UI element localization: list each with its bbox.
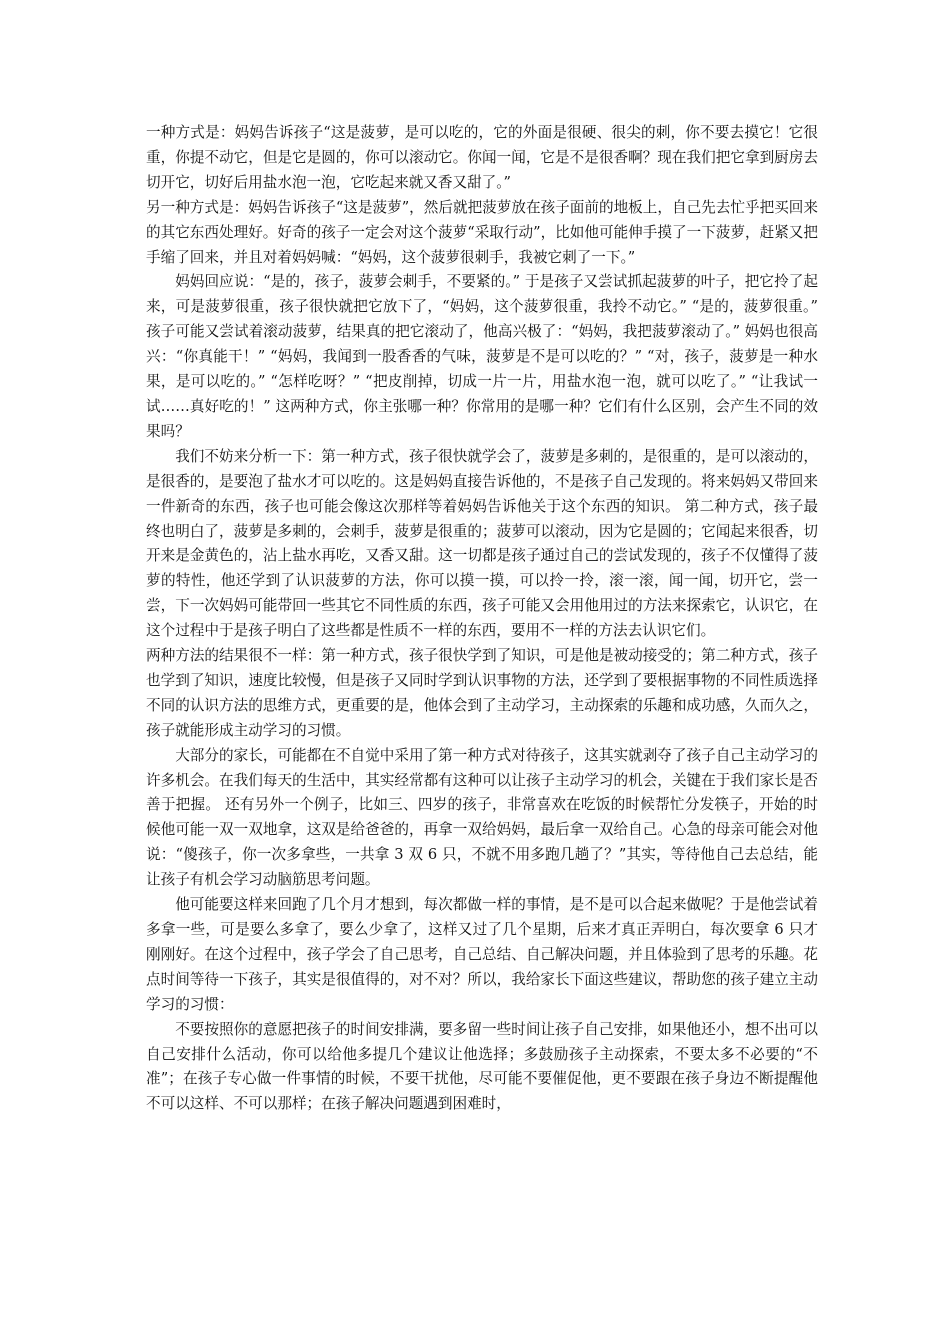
paragraph-method-two: 另一种方式是：妈妈告诉孩子“这是菠萝”，然后就把菠萝放在孩子面前的地板上，自己先去忙乎把买回来的其它东西处理好。好奇的孩子一定会对这个菠萝“采取行动”，比如他可能伸手摸了一下菠萝，赶紧又把手缩了回来，并且对着妈妈喊：“妈妈，这个菠萝很刺手，我被它刺了一下。” <box>146 198 818 266</box>
paragraph-advice: 不要按照你的意愿把孩子的时间安排满，要多留一些时间让孩子自己安排，如果他还小，想不出可以自己安排什么活动，你可以给他多提几个建议让他选择；多鼓励孩子主动探索，不要太多不必要的“不准”；在孩子专心做一件事情的时候，不要干扰他，尽可能不要催促他，更不要跟在孩子身边不断提醒他不可以这样、不可以那样；在孩子解决问题遇到困难时， <box>146 1020 818 1113</box>
paragraph-result-comparison: 两种方法的结果很不一样：第一种方式，孩子很快学到了知识，可是他是被动接受的；第二种方式，孩子也学到了知识，速度比较慢，但是孩子又同时学到认识事物的方法，还学到了要根据事物的不同性质选择不同的认识方法的思维方式，更重要的是，他体会到了主动学习，主动探索的乐趣和成功感，久而久之，孩子就能形成主动学习的习惯。 <box>146 647 818 739</box>
paragraph-self-learning: 他可能要这样来回跑了几个月才想到，每次都做一样的事情，是不是可以合起来做呢？于是他尝试着多拿一些，可是要么多拿了，要么少拿了，这样又过了几个星期，后来才真正弄明白，每次要拿 6 只才刚刚好。在这个过程中，孩子学会了自己思考，自己总结、自己解决问题，并且体验到了思考的乐趣。花点时间等待一下孩子，其实是很值得的，对不对？所以，我给家长下面这些建议，帮助您的孩子建立主动学习的习惯： <box>146 896 818 1013</box>
paragraph-mother-response: 妈妈回应说：“是的，孩子，菠萝会刺手，不要紧的。” 于是孩子又尝试抓起菠萝的叶子，把它拎了起来，可是菠萝很重，孩子很快就把它放下了，“妈妈，这个菠萝很重，我拎不动它。” “是的，菠萝很重。” 孩子可能又尝试着滚动菠萝，结果真的把它滚动了，他高兴极了：“妈妈，我把菠萝滚动了。” 妈妈也很高兴：“你真能干！” “妈妈，我闻到一股香香的气味，菠萝是不是可以吃的？” “对，孩子，菠萝是一种水果，是可以吃的。” “怎样吃呀？” “把皮削掉，切成一片一片，用盐水泡一泡，就可以吃了。” “让我试一试……真好吃的！” 这两种方式，你主张哪一种？你常用的是哪一种？它们有什么区别，会产生不同的效果吗？ <box>146 273 818 440</box>
document-body <box>146 121 818 1117</box>
paragraph-chopsticks-example: 大部分的家长，可能都在不自觉中采用了第一种方式对待孩子，这其实就剥夺了孩子自己主动学习的许多机会。在我们每天的生活中，其实经常都有这种可以让孩子主动学习的机会，关键在于我们家长是否善于把握。 还有另外一个例子，比如三、四岁的孩子，非常喜欢在吃饭的时候帮忙分发筷子，开始的时候他可能一双一双地拿，这双是给爸爸的，再拿一双给妈妈，最后拿一双给自己。心急的母亲可能会对他说：“傻孩子，你一次多拿些，一共拿 3 双 6 只，不就不用多跑几趟了？”其实，等待他自己去总结，能让孩子有机会学习动脑筋思考问题。 <box>146 746 818 889</box>
paragraph-method-one: 一种方式是：妈妈告诉孩子“这是菠萝，是可以吃的，它的外面是很硬、很尖的刺，你不要去摸它！它很重，你提不动它，但是它是圆的，你可以滚动它。你闻一闻，它是不是很香啊？现在我们把它拿到厨房去切开它，切好后用盐水泡一泡，它吃起来就又香又甜了。” <box>146 124 818 191</box>
paragraph-analysis: 我们不妨来分析一下：第一种方式，孩子很快就学会了，菠萝是多刺的，是很重的，是可以滚动的，是很香的，是要泡了盐水才可以吃的。这是妈妈直接告诉他的，不是孩子自己发现的。将来妈妈又带回来一件新奇的东西，孩子也可能会像这次那样等着妈妈告诉他关于这个东西的知识。 第二种方式，孩子最终也明白了，菠萝是多刺的，会刺手，菠萝是很重的；菠萝可以滚动，因为它是圆的；它闻起来很香，切开来是金黄色的，沾上盐水再吃，又香又甜。这一切都是孩子通过自己的尝试发现的，孩子不仅懂得了菠萝的特性，他还学到了认识菠萝的方法，你可以摸一摸，可以拎一拎，滚一滚，闻一闻，切开它，尝一尝，下一次妈妈可能带回一些其它不同性质的东西，孩子可能又会用他用过的方法来探索它，认识它，在这个过程中于是孩子明白了这些都是性质不一样的东西，要用不一样的方法去认识它们。 <box>146 447 818 640</box>
